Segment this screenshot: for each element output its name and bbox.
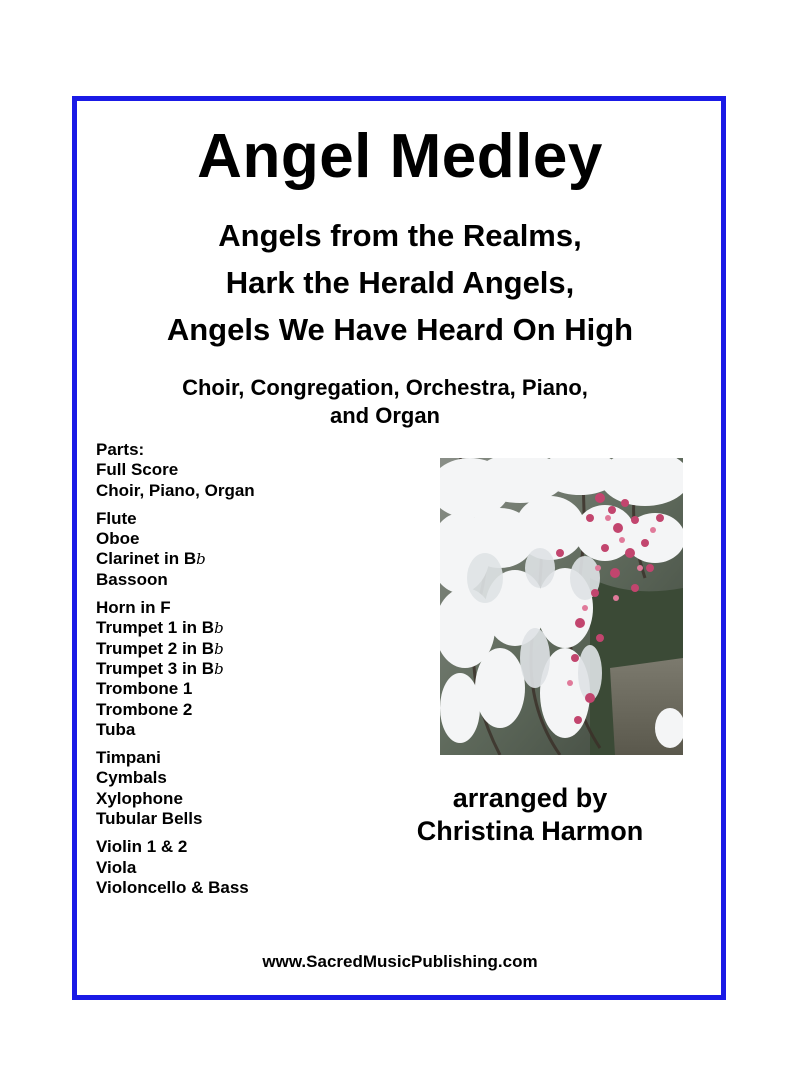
arranged-by-label: arranged by bbox=[452, 783, 608, 813]
parts-group bbox=[96, 460, 396, 501]
part-name: Trombone 1 bbox=[96, 679, 193, 699]
part-name: Viola bbox=[96, 857, 137, 877]
part-name: Xylophone bbox=[96, 788, 183, 808]
part-item bbox=[96, 618, 396, 638]
part-name: Bassoon bbox=[96, 569, 168, 589]
part-name: Violoncello & Bass bbox=[96, 877, 249, 897]
part-item bbox=[96, 878, 396, 898]
part-item bbox=[96, 598, 396, 618]
part-name: Timpani bbox=[96, 748, 161, 768]
song-title-3: Angels We Have Heard On High bbox=[166, 312, 634, 347]
part-item bbox=[96, 570, 396, 590]
parts-group bbox=[96, 837, 396, 898]
flat-symbol: b bbox=[196, 550, 206, 569]
part-name: Trumpet 3 in B bbox=[96, 658, 215, 678]
part-item bbox=[96, 700, 396, 720]
part-name: Tubular Bells bbox=[96, 809, 203, 829]
song-title-1: Angels from the Realms, bbox=[218, 218, 582, 253]
flat-symbol: b bbox=[214, 659, 224, 678]
cover-photo bbox=[440, 458, 683, 755]
part-item bbox=[96, 679, 396, 699]
part-item bbox=[96, 768, 396, 788]
publisher-url[interactable]: www.SacredMusicPublishing.com bbox=[262, 952, 538, 971]
parts-group bbox=[96, 748, 396, 829]
part-item bbox=[96, 659, 396, 679]
flat-symbol: b bbox=[214, 639, 224, 658]
part-item bbox=[96, 639, 396, 659]
parts-group bbox=[96, 509, 396, 590]
arranger-credit bbox=[380, 782, 680, 848]
instrumentation bbox=[0, 374, 770, 430]
parts-list bbox=[96, 440, 396, 898]
part-name: Full Score bbox=[96, 460, 179, 480]
part-item bbox=[96, 460, 396, 480]
part-name: Violin 1 & 2 bbox=[96, 837, 188, 857]
part-name: Trumpet 1 in B bbox=[96, 618, 215, 638]
part-name: Choir, Piano, Organ bbox=[96, 480, 255, 500]
page-title: Angel Medley bbox=[197, 122, 603, 191]
part-item bbox=[96, 509, 396, 529]
part-item bbox=[96, 549, 396, 569]
part-item bbox=[96, 858, 396, 878]
part-item bbox=[96, 529, 396, 549]
part-name: Clarinet in B bbox=[96, 549, 197, 569]
part-item bbox=[96, 809, 396, 829]
part-name: Tuba bbox=[96, 719, 136, 739]
part-name: Oboe bbox=[96, 529, 140, 549]
part-item bbox=[96, 789, 396, 809]
part-item bbox=[96, 748, 396, 768]
song-title-2: Hark the Herald Angels, bbox=[225, 265, 575, 300]
part-name: Trumpet 2 in B bbox=[96, 638, 215, 658]
parts-group bbox=[96, 598, 396, 740]
medley-song-list bbox=[0, 212, 800, 353]
instrumentation-line-1: Choir, Congregation, Orchestra, Piano, bbox=[182, 375, 588, 400]
instrumentation-line-2: and Organ bbox=[329, 403, 440, 428]
parts-groups bbox=[96, 460, 396, 898]
flat-symbol: b bbox=[214, 619, 224, 638]
part-name: Horn in F bbox=[96, 598, 171, 618]
part-name: Trombone 2 bbox=[96, 699, 193, 719]
part-item bbox=[96, 837, 396, 857]
part-name: Cymbals bbox=[96, 768, 167, 788]
parts-heading: Parts: bbox=[96, 440, 145, 459]
arranger-name: Christina Harmon bbox=[416, 816, 644, 846]
part-item bbox=[96, 481, 396, 501]
part-name: Flute bbox=[96, 508, 137, 528]
part-item bbox=[96, 720, 396, 740]
